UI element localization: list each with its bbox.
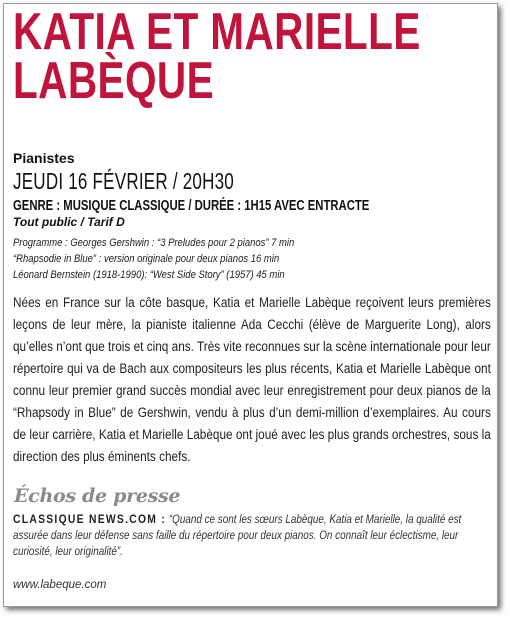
- programme: [13, 235, 417, 283]
- biography-text: Nées en France sur la côte basque, Katia et Marielle Labèque reçoivent leurs premières leçons de leur mère, la pianiste italienne Ada Cecchi (élève de Marguerite Long), alors qu’elles n’ont que trois et cinq ans. Très vite reconnues sur la scène internationale pour leur répertoire qui va de Bach aux compositeurs les plus récents, Katia et Marielle Labèque ont connu leur premier grand succès mondial avec leur enregistrement pour deux pianos de la “Rhapsody in Blue” de Gershwin, vendu à plus d’un demi-million d’exemplaires. Au cours de leur carrière, Katia et Marielle Labèque ont joué avec les plus grands orchestres, sous la direction des plus éminents chefs.: [13, 295, 491, 464]
- programme-line: Léonard Bernstein (1918-1990): “West Side Story” (1957) 45 min: [13, 269, 285, 281]
- website-link[interactable]: www.labeque.com: [13, 579, 107, 591]
- event-card: [3, 3, 498, 607]
- audience-info: Tout public / Tarif D: [13, 215, 125, 229]
- programme-line: “Rhapsodie in Blue” : version originale pour deux pianos 16 min: [13, 253, 280, 265]
- press-source: CLASSIQUE NEWS.COM :: [13, 512, 167, 526]
- press-heading: Échos de presse: [14, 485, 181, 507]
- artist-role: Pianistes: [13, 150, 75, 166]
- programme-line: Programme : Georges Gershwin : “3 Preludes pour 2 pianos” 7 min: [13, 237, 295, 249]
- press-quote: “Quand ce sont les sœurs Labèque, Katia et Marielle, la qualité est assurée dans leur défense sans faille du répertoire pour deux pianos. On connaît leur éclectisme, leur curiosité, leur originalité”.: [13, 514, 462, 558]
- title-line-2: LABÈQUE: [13, 52, 215, 110]
- artist-title: [13, 3, 421, 110]
- event-date: JEUDI 16 FÉVRIER / 20H30: [13, 168, 235, 194]
- press-quote-block: [13, 511, 490, 560]
- title-line-1: KATIA ET MARIELLE: [13, 3, 421, 61]
- event-genre: GENRE : MUSIQUE CLASSIQUE / DURÉE : 1H15 AVEC ENTRACTE: [13, 198, 370, 214]
